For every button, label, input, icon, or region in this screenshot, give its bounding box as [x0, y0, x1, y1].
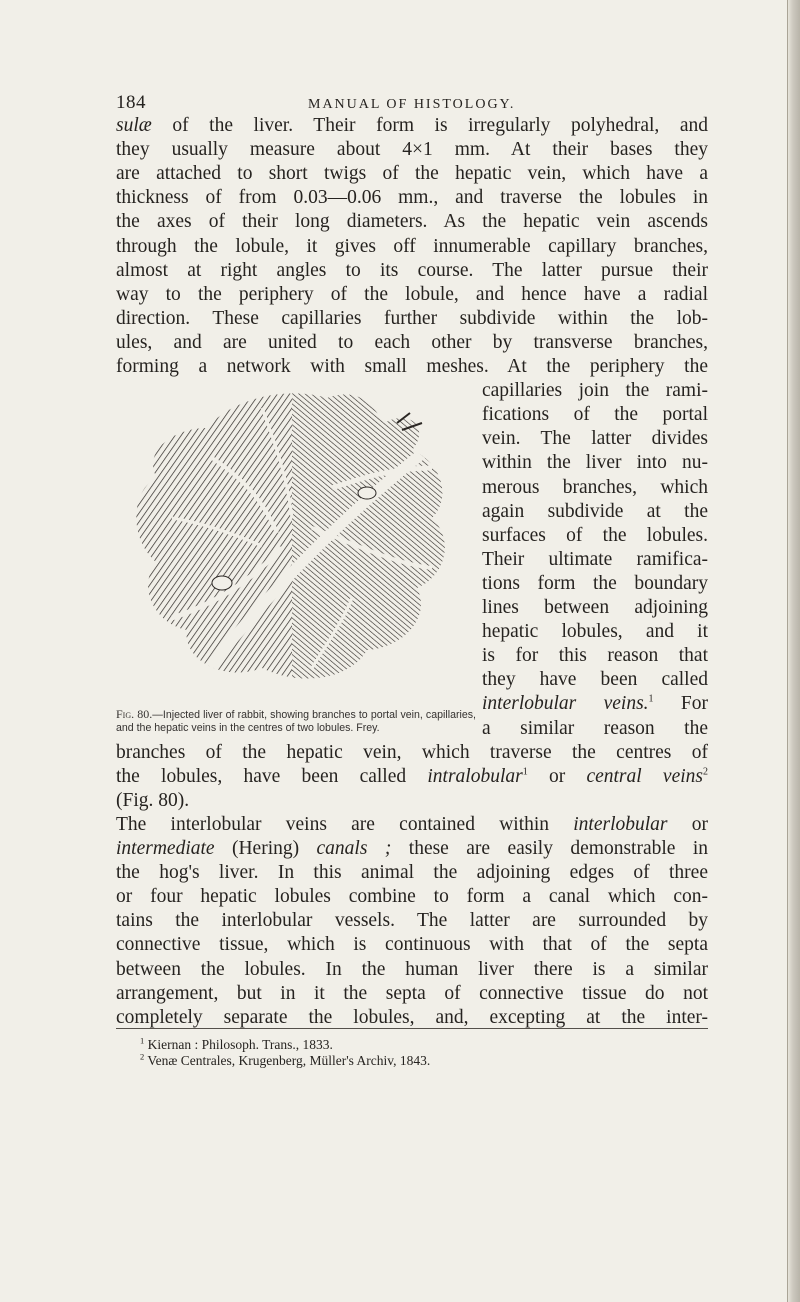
page-edge — [787, 0, 800, 1302]
text-line — [116, 789, 708, 813]
text-line — [116, 765, 708, 789]
text-line — [116, 114, 708, 138]
text-run: lines between adjoining — [482, 597, 708, 618]
text-line — [482, 692, 708, 716]
text-run: between the lobules. In the human liver there is a similar — [116, 958, 708, 980]
italic-term: canals ; — [316, 838, 392, 859]
text-run: tions form the boundary — [482, 572, 708, 594]
text-run: (Hering) — [214, 838, 317, 859]
text-line — [482, 644, 708, 668]
figure-caption — [116, 708, 476, 734]
text-run: tains the interlobular vessels. The latter are surrounded by — [116, 910, 708, 932]
text-run: is for this reason that — [482, 645, 708, 667]
text-run: the lobules, have been called — [116, 765, 428, 787]
text-line — [116, 958, 708, 982]
text-line — [116, 909, 708, 933]
italic-term: central veins — [586, 765, 703, 787]
text-run: hepatic lobules, and it — [482, 621, 708, 643]
figure-caption-text: —Injected liver of rabbit, showing branches to portal vein, capillaries, and the hepatic veins in the centres of two lobules. Frey. — [116, 709, 476, 734]
text-line — [116, 235, 708, 259]
text-run: a similar reason the — [482, 717, 708, 739]
footnote — [140, 1053, 430, 1069]
text-run: forming a network with small meshes. At the periphery the — [116, 356, 708, 377]
text-line — [482, 476, 708, 500]
footnote — [140, 1037, 333, 1053]
text-run: almost at right angles to its course. The latter pursue their — [116, 259, 708, 281]
text-run: connective tissue, which is continuous with that of the septa — [116, 934, 708, 956]
figure-80-illustration — [112, 368, 472, 700]
figure-label: Fig. 80. — [116, 707, 153, 721]
text-run: branches of the hepatic vein, which traverse the centres of — [116, 741, 708, 763]
italic-term: interlobular veins. — [482, 693, 649, 715]
text-line — [482, 451, 708, 475]
text-run: or — [527, 765, 587, 787]
footnote-ref: 2 — [703, 766, 708, 778]
text-run: or four hepatic lobules combine to form a canal which con- — [116, 886, 708, 908]
footnote-text: Venæ Centrales, Krugenberg, Müller's Archiv, 1843. — [144, 1053, 431, 1068]
text-line — [482, 379, 708, 403]
text-line — [116, 162, 708, 186]
text-line — [482, 427, 708, 451]
text-run: The interlobular veins are contained within — [116, 813, 574, 835]
text-line — [482, 596, 708, 620]
text-line — [482, 668, 708, 692]
text-run: direction. These capillaries further subdivide within the lob- — [116, 307, 708, 329]
text-run: within the liver into nu- — [482, 452, 708, 474]
italic-term: interlobular — [573, 813, 668, 835]
text-line — [116, 210, 708, 234]
footnote-rule — [116, 1028, 708, 1029]
text-run: vein. The latter divides — [482, 428, 708, 450]
text-line — [482, 572, 708, 596]
text-run: or — [667, 813, 708, 835]
italic-term: sulæ — [116, 115, 152, 136]
text-line — [116, 813, 708, 837]
text-line — [116, 331, 708, 355]
footnote-text: Kiernan : Philosoph. Trans., 1833. — [144, 1037, 333, 1052]
text-line — [116, 186, 708, 210]
text-line — [116, 982, 708, 1006]
text-line — [482, 548, 708, 572]
text-run: completely separate the lobules, and, excepting at the inter- — [116, 1006, 708, 1028]
text-line — [482, 500, 708, 524]
footnote-ref: 1 — [140, 1035, 145, 1046]
text-run: are attached to short twigs of the hepatic vein, which have a — [116, 163, 708, 185]
text-run: the hog's liver. In this animal the adjoining edges of three — [116, 862, 708, 884]
text-line — [482, 717, 708, 741]
text-run: through the lobule, it gives off innumerable capillary branches, — [116, 235, 708, 257]
running-head: MANUAL OF HISTOLOGY. — [308, 97, 516, 112]
page-number: 184 — [116, 92, 146, 113]
text-run: ules, and are united to each other by transverse branches, — [116, 331, 708, 353]
text-run: merous branches, which — [482, 476, 708, 498]
italic-term: intermediate — [116, 838, 215, 859]
text-run: For — [653, 693, 708, 715]
text-run: of the liver. Their form is irregularly polyhedral, and — [151, 115, 708, 136]
text-run: the axes of their long diameters. As the hepatic vein ascends — [116, 211, 708, 233]
footnote-ref: 2 — [140, 1051, 145, 1062]
text-line — [116, 885, 708, 909]
text-line — [116, 861, 708, 885]
footnote-ref: 1 — [522, 766, 528, 778]
text-run: they usually measure about 4×1 mm. At their bases they — [116, 139, 708, 161]
text-run: fications of the portal — [482, 404, 708, 426]
text-run: these are easily demonstrable in — [391, 838, 708, 859]
text-run: arrangement, but in it the septa of connective tissue do not — [116, 982, 708, 1004]
text-run: again subdivide at the — [482, 500, 708, 522]
text-line — [116, 837, 708, 861]
text-run: (Fig. 80). — [116, 789, 190, 811]
text-line — [116, 1006, 708, 1030]
text-run: Their ultimate ramifica- — [482, 548, 708, 570]
italic-term: intralobular — [427, 765, 523, 787]
text-line — [482, 620, 708, 644]
text-line — [482, 524, 708, 548]
text-line — [116, 741, 708, 765]
text-line — [116, 138, 708, 162]
text-run: thickness of from 0.03—0.06 mm., and traverse the lobules in — [116, 187, 708, 209]
text-run: surfaces of the lobules. — [482, 524, 708, 546]
text-line — [116, 933, 708, 957]
text-line — [482, 403, 708, 427]
text-line — [116, 259, 708, 283]
text-run: capillaries join the rami- — [482, 380, 708, 402]
footnote-ref: 1 — [648, 693, 654, 705]
text-line — [116, 307, 708, 331]
text-run: way to the periphery of the lobule, and hence have a radial — [116, 283, 708, 305]
text-run: they have been called — [482, 669, 708, 691]
text-line — [116, 283, 708, 307]
